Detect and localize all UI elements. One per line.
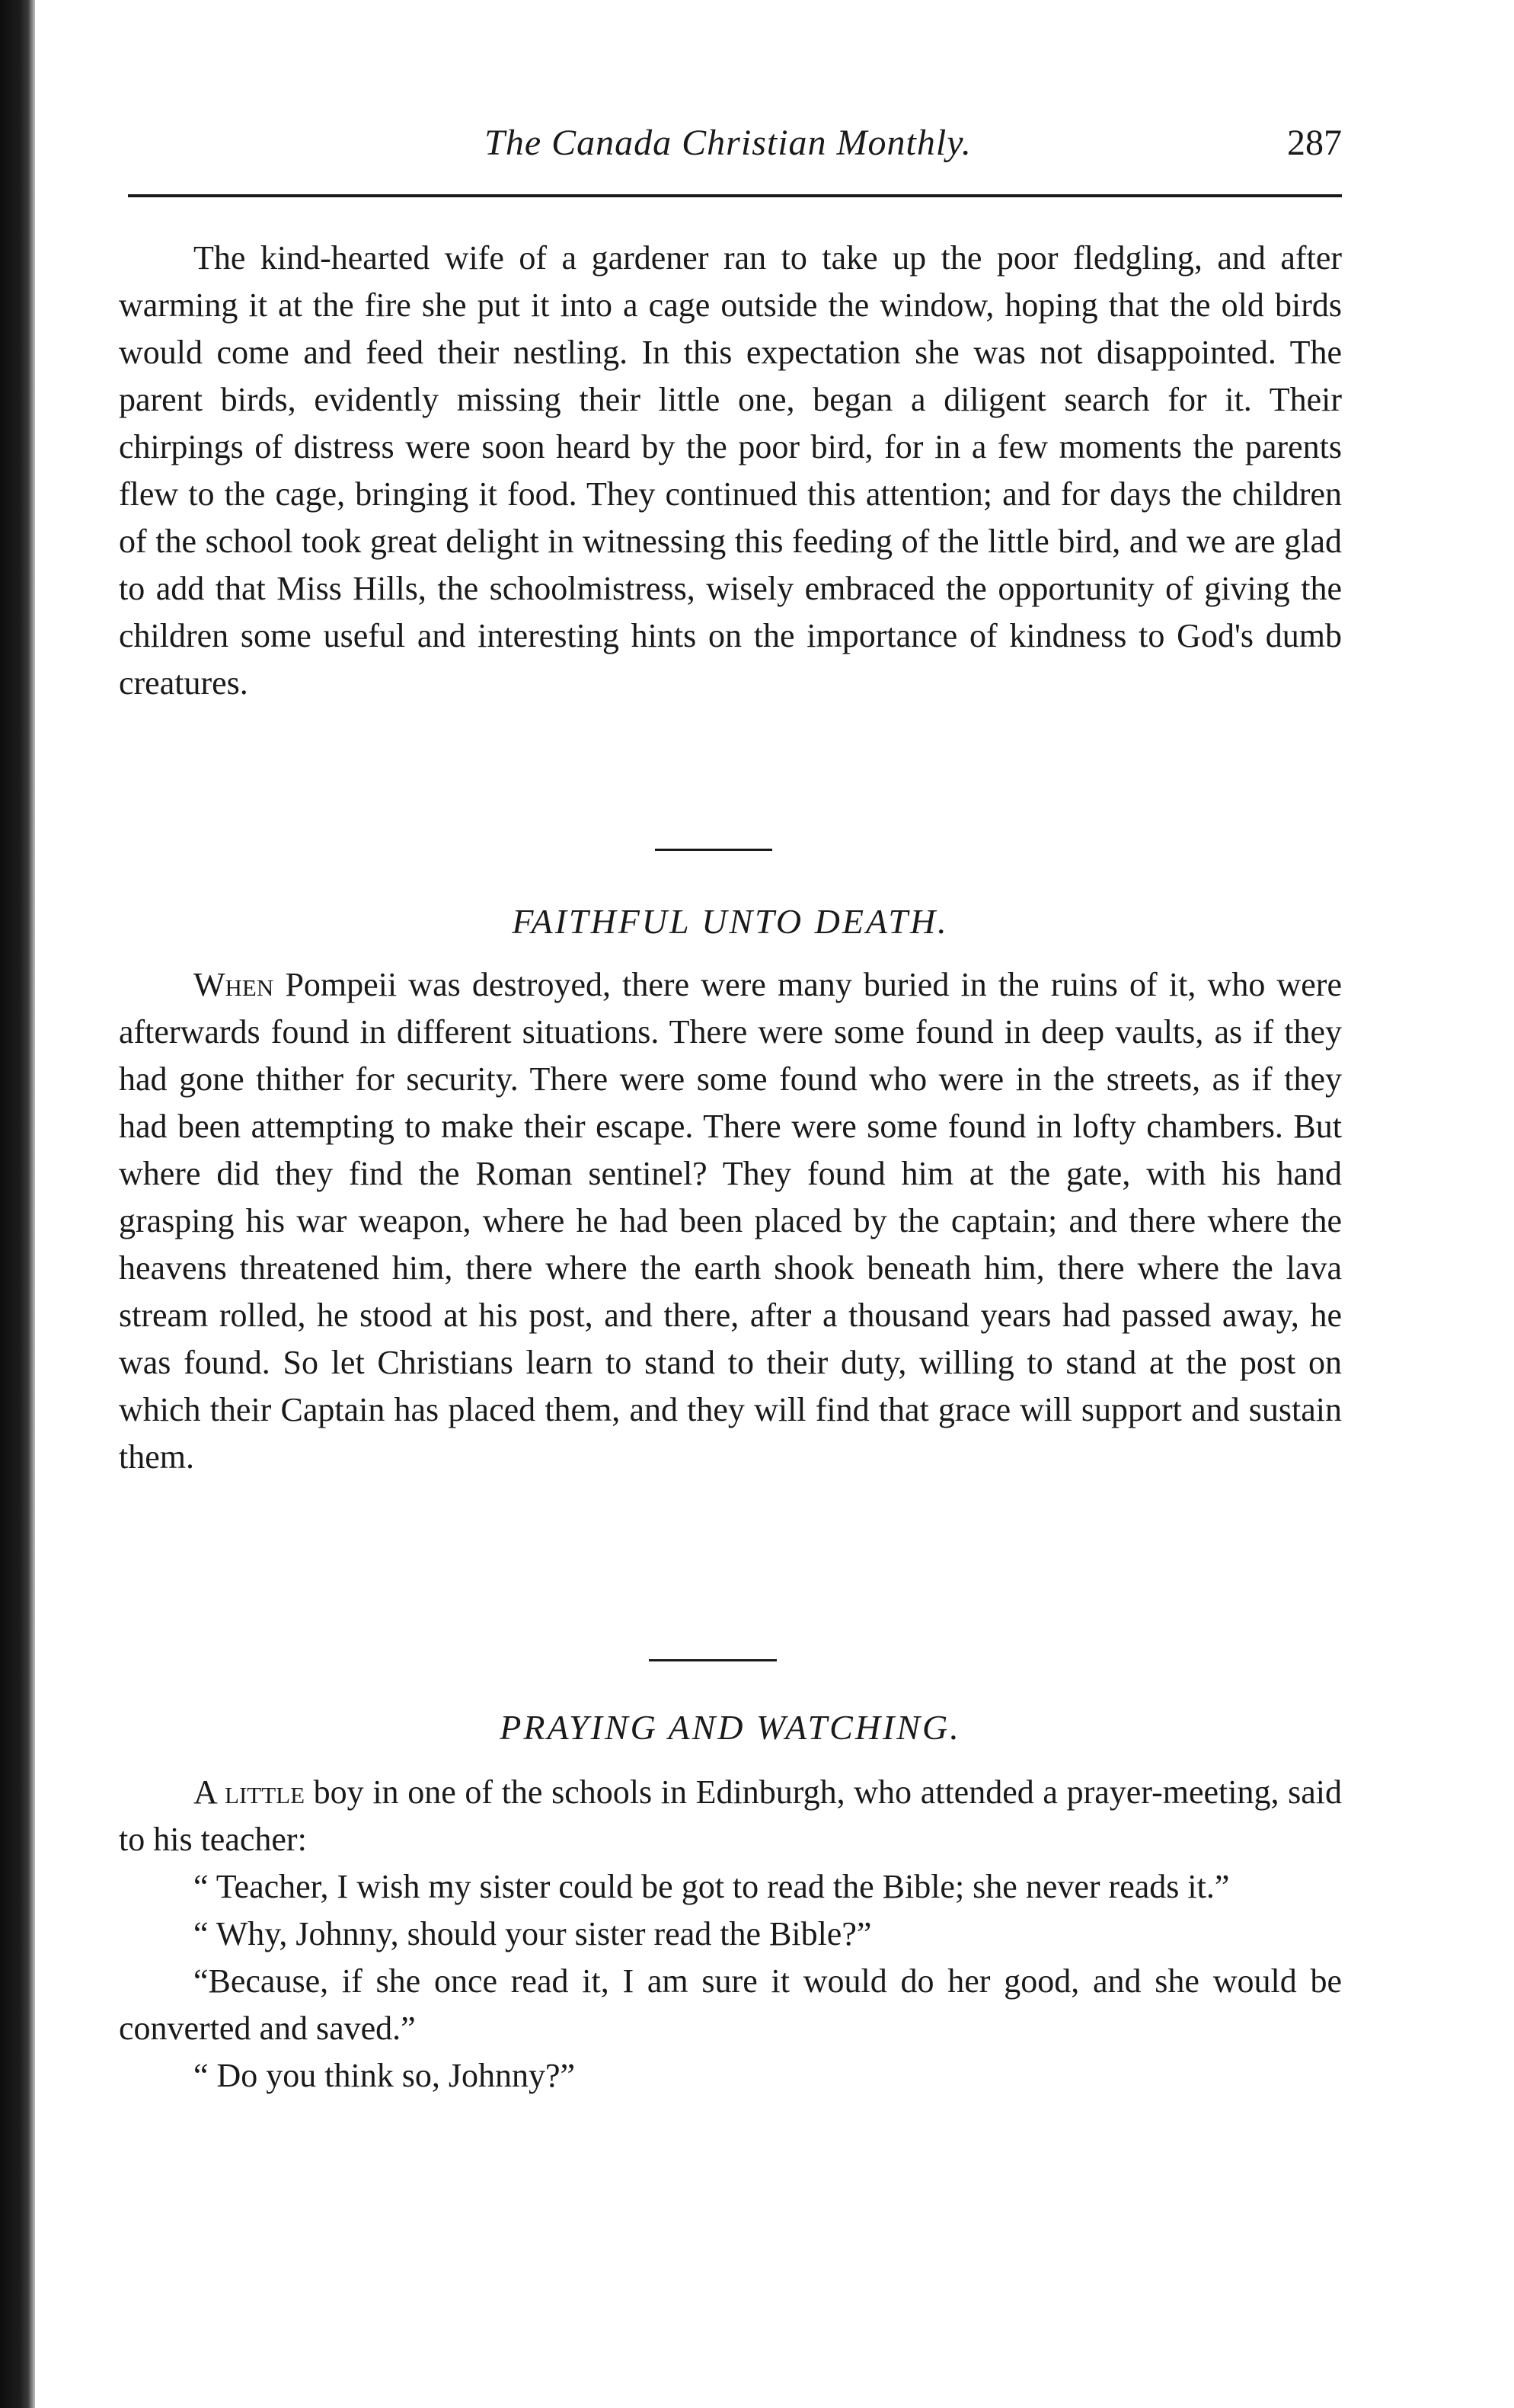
page-number: 287 (1287, 123, 1342, 163)
dialogue-line: “ Do you think so, Johnny?” (193, 2057, 576, 2094)
dialogue-line: “ Teacher, I wish my sister could be got to read the Bible; she never reads it.” (193, 1868, 1230, 1905)
header-rule (128, 194, 1342, 197)
praying-lead-paragraph (119, 1769, 1342, 1863)
page-header (114, 113, 1342, 174)
dialogue-line: “ Why, Johnny, should your sister read the Bible?” (193, 1915, 872, 1952)
praying-article (119, 1769, 1342, 2099)
section-separator (649, 1659, 777, 1661)
running-title: The Canada Christian Monthly. (484, 123, 972, 163)
dialogue-line: “Because, if she once read it, I am sure it would do her good, and she would be converted and saved.” (119, 1962, 1342, 2047)
faithful-paragraph (119, 961, 1342, 1481)
fledgling-article (119, 235, 1342, 707)
faithful-article (119, 961, 1342, 1481)
faithful-body: Pompeii was destroyed, there were many buried in the ruins of it, who were afterwards found in different situations. There were some found in deep vaults, as if they had gone thither for security. There were some found who were in the streets, as if they had been attempting to make their escape. There were some found in lofty chambers. But where did they find the Roman sentinel? They found him at the gate, with his hand grasping his war weapon, where he had been placed by the captain; and there where the heavens threatened him, there where the earth shook beneath him, there where the lava stream rolled, he stood at his post, and there, after a thousand years had passed away, he was found. So let Christians learn to stand to their duty, willing to stand at the post on which their Captain has placed them, and they will find that grace will support and sustain them. (119, 966, 1342, 1476)
scan-edge (0, 0, 35, 2408)
fledgling-paragraph: The kind-hearted wife of a gardener ran to take up the poor fledgling, and after warming it at the fire she put it into a cage outside the window, hoping that the old birds would come and feed their nestling. In this expectation she was not disappointed. The parent birds, evidently missing their little one, began a diligent search for it. Their chirpings of distress were soon heard by the poor bird, for in a few moments the parents flew to the cage, bringing it food. They continued this attention; and for days the children of the school took great delight in witnessing this feeding of the little bird, and we are glad to add that Miss Hills, the schoolmistress, wisely embraced the opportunity of giving the children some useful and interesting hints on the importance of kindness to God's dumb creatures. (119, 239, 1342, 702)
praying-title: PRAYING AND WATCHING. (500, 1708, 961, 1747)
praying-lead-word: A little (193, 1773, 305, 1811)
praying-lead-body: boy in one of the schools in Edinburgh, who attended a prayer-meeting, said to his teacher: (119, 1773, 1342, 1858)
faithful-lead-word: When (193, 966, 274, 1003)
section-separator (655, 849, 772, 851)
faithful-title: FAITHFUL UNTO DEATH. (512, 902, 949, 941)
